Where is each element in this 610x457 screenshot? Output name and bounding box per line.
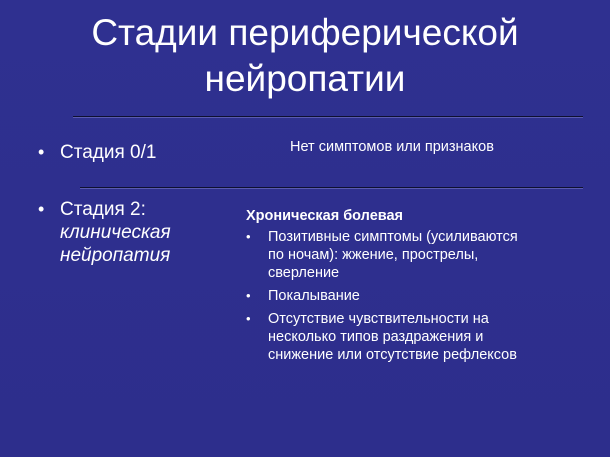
list-item-line: по ночам): жжение, прострелы,	[268, 247, 479, 263]
stage-0-1-description: Нет симптомов или признаков	[290, 139, 494, 155]
title-line-1: Стадии периферической	[91, 12, 519, 53]
list-item-line: Позитивные симптомы (усиливаются	[268, 229, 518, 245]
stage-2-sub-line-1: клиническая	[60, 222, 171, 243]
list-item-line: сверление	[268, 265, 340, 281]
list-item-line: Отсутствие чувствительности на	[268, 311, 489, 327]
list-item	[246, 310, 586, 364]
list-item-line: несколько типов раздражения и	[268, 329, 484, 345]
bullet-icon: •	[38, 142, 45, 162]
list-item	[246, 287, 586, 305]
list-item	[246, 228, 586, 282]
chronic-pain-title: Хроническая болевая	[246, 208, 404, 224]
divider-top	[73, 116, 583, 118]
list-item-line: снижение или отсутствие рефлексов	[268, 347, 517, 363]
stage-2-label: Стадия 2:	[60, 199, 146, 220]
chronic-symptom-list	[246, 228, 586, 369]
stage-0-1-label: Стадия 0/1	[60, 142, 157, 163]
bullet-icon: •	[38, 199, 45, 219]
stage-2-sub-line-2: нейропатия	[60, 245, 171, 266]
divider-middle	[80, 187, 583, 189]
bullet-icon: •	[246, 229, 251, 244]
slide-title	[0, 10, 610, 102]
title-line-2: нейропатии	[204, 58, 406, 99]
bullet-icon: •	[246, 288, 251, 303]
bullet-icon: •	[246, 311, 251, 326]
list-item-line: Покалывание	[268, 288, 360, 304]
